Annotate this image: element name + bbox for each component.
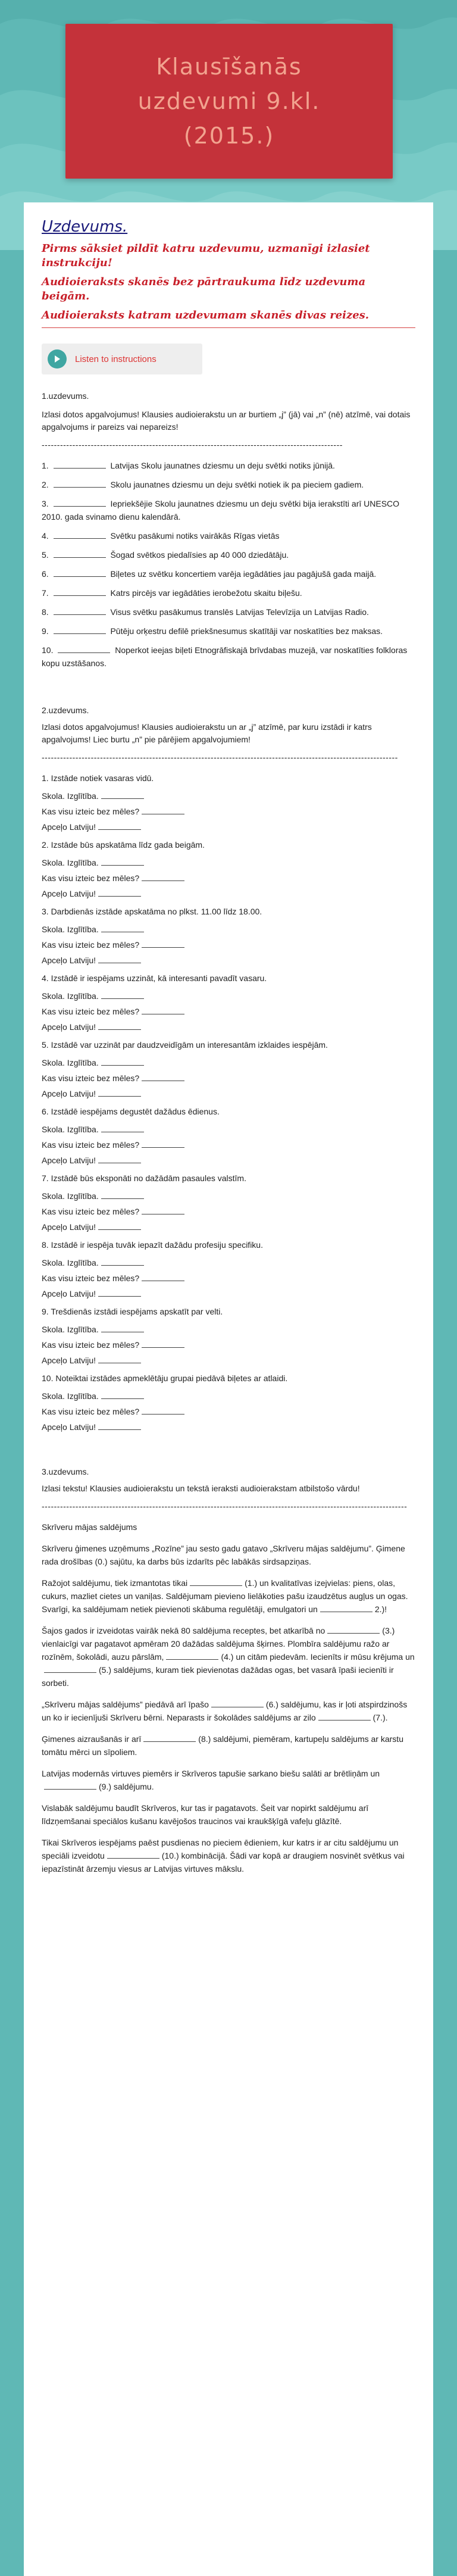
answer-blank[interactable] xyxy=(142,1206,184,1214)
answer-blank[interactable] xyxy=(101,790,144,799)
text-paragraph: Skrīveru ģimenes uzņēmums „Rozīne” jau sesto gadu gatavo „Skrīveru mājas saldējumu”. Ģimene rada drošības (0.) sajūtu, ka darbs būs izdarīts pēc labākās sirdsapziņas. xyxy=(42,1544,405,1566)
task1-item: 8. Visus svētku pasākumus translēs Latvijas Televīzija un Latvijas Radio. xyxy=(42,607,369,617)
option-school: Skola. Izglītība. xyxy=(42,1256,415,1269)
answer-blank[interactable] xyxy=(101,1123,144,1132)
answer-blank[interactable] xyxy=(142,1006,184,1014)
answer-blank[interactable] xyxy=(142,805,184,814)
task2-statement: 10. Noteiktai izstādes apmeklētāju grupai piedāvā biļetes ar atlaidi. xyxy=(42,1373,288,1383)
play-icon xyxy=(48,349,67,369)
answer-blank[interactable] xyxy=(101,857,144,866)
answer-blank[interactable] xyxy=(54,530,106,539)
separator: ----------------------------------------------------------------------------------------------------------------------- xyxy=(42,1501,408,1511)
task1-title: 1.uzdevums. xyxy=(42,391,89,401)
task2-title: 2.uzdevums. xyxy=(42,705,89,715)
task2-statement: 9. Trešdienās izstādi iespējams apskatīt par velti. xyxy=(42,1307,223,1316)
task1-item: 7. Katrs pircējs var iegādāties ierobežotu skaitu biļešu. xyxy=(42,588,302,598)
answer-blank[interactable] xyxy=(98,1088,141,1097)
answer-blank[interactable] xyxy=(54,460,106,469)
task-heading: Uzdevums. xyxy=(42,218,128,236)
title-banner xyxy=(65,24,393,179)
listen-button-label: Listen to instructions xyxy=(75,354,156,364)
option-who: Kas visu izteic bez mēles? xyxy=(42,1138,415,1151)
answer-blank[interactable] xyxy=(54,625,106,634)
answer-blank[interactable] xyxy=(142,1339,184,1348)
option-school: Skola. Izglītība. xyxy=(42,1056,415,1069)
text-paragraph: Ražojot saldējumu, tiek izmantotas tikai (1.) un kvalitatīvas izejvielas: piens, olas, cukurs, mazliet cietes un vaniļas. Saldējumam pievieno lielākoties pašu izaudzētus augļus un ogas. Svarīgi, ka saldējumam netiek pievienoti skābuma regulētāji, emulgatori un 2.)! xyxy=(42,1578,408,1614)
option-visit: Apceļo Latviju! xyxy=(42,954,415,967)
task1-item: 9. Pūtēju orķestru defilē priekšnesumus skatītāji var noskatīties bez maksas. xyxy=(42,626,383,636)
option-visit: Apceļo Latviju! xyxy=(42,820,415,833)
answer-blank[interactable] xyxy=(211,1698,264,1707)
listen-button[interactable] xyxy=(42,344,202,374)
option-visit: Apceļo Latviju! xyxy=(42,1420,415,1434)
option-school: Skola. Izglītība. xyxy=(42,923,415,936)
option-school: Skola. Izglītība. xyxy=(42,856,415,869)
answer-blank[interactable] xyxy=(101,990,144,999)
answer-blank[interactable] xyxy=(98,954,141,963)
task1-item: 6. Biļetes uz svētku koncertiem varēja iegādāties jau pagājušā gada maijā. xyxy=(42,569,377,579)
option-school: Skola. Izglītība. xyxy=(42,1189,415,1203)
answer-blank[interactable] xyxy=(58,644,110,653)
answer-blank[interactable] xyxy=(54,587,106,596)
answer-blank[interactable] xyxy=(44,1781,96,1790)
option-who: Kas visu izteic bez mēles? xyxy=(42,1272,415,1285)
answer-blank[interactable] xyxy=(142,939,184,948)
answer-blank[interactable] xyxy=(54,568,106,577)
text-paragraph: Latvijas modernās virtuves piemērs ir Skrīveros tapušie sarkano biešu salāti ar brētliņām un(9.) saldējumu. xyxy=(42,1769,380,1791)
answer-blank[interactable] xyxy=(54,479,106,488)
task2-statement: 5. Izstādē var uzzināt par daudzveidīgām un interesantām izklaides iespējām. xyxy=(42,1040,328,1050)
answer-blank[interactable] xyxy=(142,1072,184,1081)
instruction-note: Audioieraksts katram uzdevumam skanēs divas reizes. xyxy=(42,309,370,321)
option-who: Kas visu izteic bez mēles? xyxy=(42,1072,415,1085)
option-visit: Apceļo Latviju! xyxy=(42,1154,415,1167)
task2-list xyxy=(42,772,415,1434)
option-visit: Apceļo Latviju! xyxy=(42,1354,415,1367)
task2-statement: 4. Izstādē ir iespējams uzzināt, kā interesanti pavadīt vasaru. xyxy=(42,973,267,983)
option-who: Kas visu izteic bez mēles? xyxy=(42,1338,415,1351)
answer-blank[interactable] xyxy=(320,1603,373,1612)
answer-blank[interactable] xyxy=(101,1257,144,1266)
task3-instruction: Izlasi tekstu! Klausies audioierakstu un tekstā ieraksti audioierakstam atbilstošo vārdu! xyxy=(42,1484,360,1493)
task2-statement: 6. Izstādē iespējams degustēt dažādus ēdienus. xyxy=(42,1107,220,1116)
task2-instruction: Izlasi dotos apgalvojumus! Klausies audioierakstu un ar „j” atzīmē, par kuru izstādi ir katrs apgalvojums! Liec burtu „n” pie pārējiem apgalvojumiem! xyxy=(42,722,372,744)
answer-blank[interactable] xyxy=(98,888,141,897)
answer-blank[interactable] xyxy=(98,1354,141,1363)
instruction-note: Audioieraksts skanēs bez pārtraukuma līdz uzdevuma beigām. xyxy=(42,276,366,302)
task2-statement: 8. Izstādē ir iespēja tuvāk iepazīt dažādu profesiju specifiku. xyxy=(42,1240,263,1250)
option-visit: Apceļo Latviju! xyxy=(42,1287,415,1300)
answer-blank[interactable] xyxy=(98,821,141,830)
answer-blank[interactable] xyxy=(101,1390,144,1399)
answer-blank[interactable] xyxy=(54,606,106,615)
option-visit: Apceļo Latviju! xyxy=(42,1087,415,1100)
text-paragraph: Tikai Skrīveros iespējams paēst pusdienas no pieciem ēdieniem, kur katrs ir ar citu saldējumu un speciāli izveidotu (10.) kombinācijā. Šādi var kopā ar draugiem nosvinēt svētkus vai iepazīstināt ārzemju viesus ar Latvijas virtuves mākslu. xyxy=(42,1838,405,1874)
task1-item: 5. Šogad svētkos piedalīsies ap 40 000 dziedātāju. xyxy=(42,550,289,560)
separator: -------------------------------------------------------------------------------------------------- xyxy=(42,440,343,449)
answer-blank[interactable] xyxy=(101,1323,144,1332)
instruction-note: Pirms sāksiet pildīt katru uzdevumu, uzmanīgi izlasiet instrukciju! xyxy=(42,242,370,269)
answer-blank[interactable] xyxy=(101,1057,144,1066)
option-who: Kas visu izteic bez mēles? xyxy=(42,1005,415,1018)
option-school: Skola. Izglītība. xyxy=(42,1390,415,1403)
answer-blank[interactable] xyxy=(142,1139,184,1148)
separator: -------------------------------------------------------------------------------------------------------------------- xyxy=(42,752,398,762)
option-visit: Apceļo Latviju! xyxy=(42,1220,415,1234)
answer-blank[interactable] xyxy=(318,1712,371,1721)
task2-statement: 3. Darbdienās izstāde apskatāma no plkst. 11.00 līdz 18.00. xyxy=(42,907,262,916)
divider xyxy=(42,327,415,328)
option-visit: Apceļo Latviju! xyxy=(42,1020,415,1033)
answer-blank[interactable] xyxy=(101,923,144,932)
option-who: Kas visu izteic bez mēles? xyxy=(42,938,415,951)
answer-blank[interactable] xyxy=(98,1288,141,1297)
task1-item: 4. Svētku pasākumi notiks vairākās Rīgas vietās xyxy=(42,531,280,541)
answer-blank[interactable] xyxy=(143,1733,196,1742)
text-paragraph: „Skrīveru mājas saldējums” piedāvā arī īpašo (6.) saldējumu, kas ir ļoti atspirdzinošs un ko ir iecienījuši Skrīveru bērni. Neparasts ir šokolādes saldējums ar zilo (7.). xyxy=(42,1700,408,1722)
option-who: Kas visu izteic bez mēles? xyxy=(42,1405,415,1418)
task3-title: 3.uzdevums. xyxy=(42,1467,89,1476)
option-who: Kas visu izteic bez mēles? xyxy=(42,872,415,885)
answer-blank[interactable] xyxy=(142,1272,184,1281)
text-paragraph: Šajos gados ir izveidotas vairāk nekā 80 saldējuma receptes, bet atkarībā no (3.) vienlaicīgi var pagatavot apmēram 20 dažādas saldējuma šķirnes. Plombīra saldējumu ražo ar rozīnēm, šokolādi, auzu pārslām, (4.) un citām piedevām. Iecienīts ir mūsu krējuma un(5.) saldējums, kuram tiek pievienotas dažādas ogas, bet vasarā īpaši iecienīti ir sorbeti. xyxy=(42,1626,415,1688)
option-who: Kas visu izteic bez mēles? xyxy=(42,1205,415,1218)
answer-blank[interactable] xyxy=(142,872,184,881)
answer-blank[interactable] xyxy=(327,1625,380,1634)
answer-blank[interactable] xyxy=(98,1221,141,1230)
answer-blank[interactable] xyxy=(166,1651,218,1660)
answer-blank[interactable] xyxy=(54,498,106,507)
answer-blank[interactable] xyxy=(142,1406,184,1415)
option-school: Skola. Izglītība. xyxy=(42,1123,415,1136)
answer-blank[interactable] xyxy=(98,1021,141,1030)
answer-blank[interactable] xyxy=(98,1421,141,1430)
answer-blank[interactable] xyxy=(98,1154,141,1163)
worksheet-card xyxy=(24,202,433,2576)
task1-item: 2. Skolu jaunatnes dziesmu un deju svētki notiek ik pa pieciem gadiem. xyxy=(42,480,364,489)
text-subtitle: Skrīveru mājas saldējums xyxy=(42,1522,137,1532)
task2-statement: 7. Izstādē būs eksponāti no dažādām pasaules valstīm. xyxy=(42,1173,246,1183)
text-paragraph: Vislabāk saldējumu baudīt Skrīveros, kur tas ir pagatavots. Šeit var nopirkt saldējumu arī līdzņemšanai speciālos kušanu kavējošos traucinos vai kraukšķīgā vafeļu glāzītē. xyxy=(42,1803,369,1826)
option-visit: Apceļo Latviju! xyxy=(42,887,415,900)
task2-statement: 2. Izstāde būs apskatāma līdz gada beigām. xyxy=(42,840,205,850)
task1-item: 3. Iepriekšējie Skolu jaunatnes dziesmu un deju svētki bija ierakstīti arī UNESCO 2010. gada svinamo dienu kalendārā. xyxy=(42,499,400,522)
option-who: Kas visu izteic bez mēles? xyxy=(42,805,415,818)
task2-statement: 1. Izstāde notiek vasaras vidū. xyxy=(42,773,154,783)
answer-blank[interactable] xyxy=(190,1577,242,1586)
answer-blank[interactable] xyxy=(44,1664,96,1673)
option-school: Skola. Izglītība. xyxy=(42,789,415,803)
task1-item: 1. Latvijas Skolu jaunatnes dziesmu un deju svētki notiks jūnijā. xyxy=(42,461,335,470)
answer-blank[interactable] xyxy=(54,549,106,558)
task1-instruction: Izlasi dotos apgalvojumus! Klausies audioierakstu un ar burtiem „j” (jā) vai „n” (nē) atzīmē, vai dotais apgalvojums ir pareizs vai nepareizs! xyxy=(42,410,411,432)
task1-item: 10. Noperkot ieejas biļeti Etnogrāfiskajā brīvdabas muzejā, var noskatīties folkloras kopu uzstāšanos. xyxy=(42,645,408,668)
option-school: Skola. Izglītība. xyxy=(42,1323,415,1336)
answer-blank[interactable] xyxy=(107,1850,159,1859)
answer-blank[interactable] xyxy=(101,1190,144,1199)
page-title: Klausīšanās uzdevumi 9.kl. (2015.) xyxy=(137,54,321,149)
text-paragraph: Ģimenes aizraušanās ir arī (8.) saldējumi, piemēram, kartupeļu saldējums ar karstu tomātu mērci un sīpoliem. xyxy=(42,1734,403,1757)
option-school: Skola. Izglītība. xyxy=(42,989,415,1003)
